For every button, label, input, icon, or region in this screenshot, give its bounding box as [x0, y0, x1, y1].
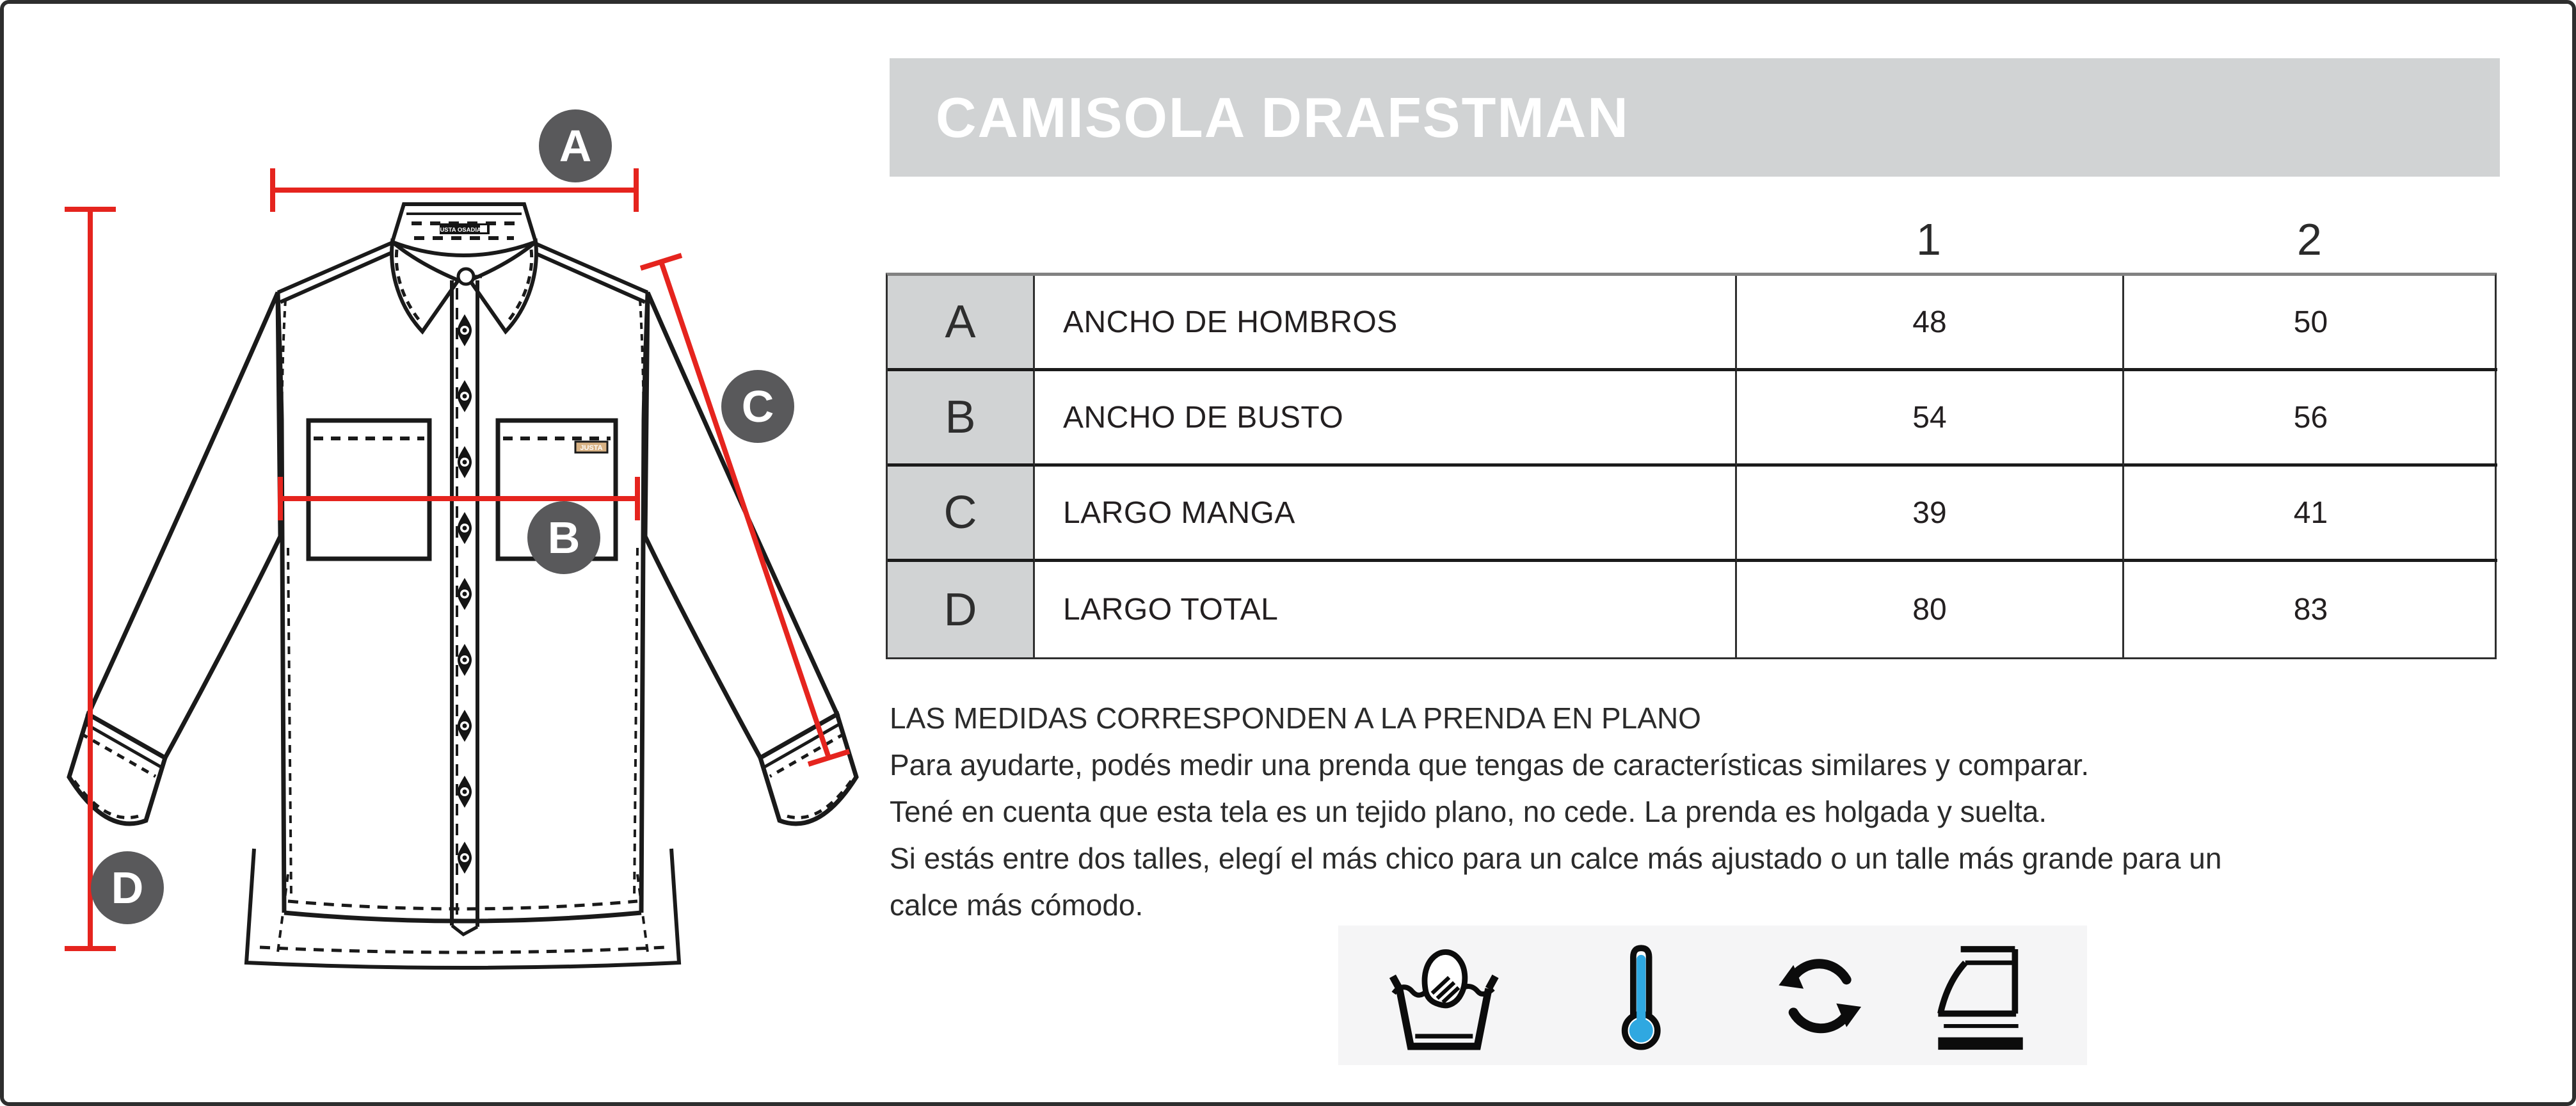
badge-b-letter: B	[547, 513, 580, 563]
row-a-letter: A	[888, 276, 1035, 371]
iron-icon	[1930, 930, 2049, 1060]
row-a-label: ANCHO DE HOMBROS	[1035, 276, 1737, 371]
product-title-banner	[890, 58, 2500, 177]
row-b-size2: 56	[2124, 371, 2497, 467]
row-b-size1: 54	[1737, 371, 2124, 467]
badge-a-letter: A	[559, 121, 592, 171]
collar-button-icon	[458, 269, 474, 284]
measure-line-d	[65, 209, 116, 949]
row-b-letter: B	[888, 371, 1035, 467]
notes-line-1: LAS MEDIDAS CORRESPONDEN A LA PRENDA EN PLANO	[890, 701, 1701, 735]
cold-water-temperature-icon	[1585, 930, 1698, 1060]
row-c-letter: C	[888, 467, 1035, 562]
row-a-size1: 48	[1737, 276, 2124, 371]
row-d-size2: 83	[2293, 593, 2328, 627]
size-table	[886, 273, 2497, 659]
row-c-size1: 39	[1737, 467, 2124, 562]
row-d-letter: D	[888, 562, 1035, 657]
notes-line-5: calce más cómodo.	[890, 888, 1144, 922]
badge-d-letter: D	[111, 863, 144, 913]
care-icons-strip	[1338, 926, 2087, 1065]
row-c-size2: 41	[2124, 467, 2497, 562]
row-d-size1: 80	[1737, 562, 2124, 657]
notes-line-3: Tené en cuenta que esta tela es un tejido plano, no cede. La prenda es holgada y suelta.	[890, 795, 2047, 828]
notes-line-4: Si estás entre dos talles, elegí el más chico para un calce más ajustado o un talle más grande para un	[890, 842, 2222, 875]
row-a-size2: 50	[2124, 276, 2497, 371]
row-c-label: LARGO MANGA	[1035, 467, 1737, 562]
row-b-label: ANCHO DE BUSTO	[1035, 371, 1737, 467]
pocket-label-text: JUSTA	[580, 444, 603, 452]
shirt-technical-drawing	[29, 74, 887, 990]
size-column-header-1: 1	[1916, 214, 1941, 264]
row-d-label: LARGO TOTAL	[1035, 562, 1737, 657]
notes-line-2: Para ayudarte, podés medir una prenda que tengas de características similares y comparar.	[890, 748, 2090, 781]
size-column-header-2: 2	[2297, 214, 2322, 264]
tumble-dry-icon	[1761, 930, 1879, 1060]
page-title: CAMISOLA DRAFSTMAN	[936, 85, 1629, 149]
hand-wash-icon	[1378, 930, 1508, 1060]
badge-c-letter: C	[741, 381, 774, 431]
measurement-notes	[890, 695, 2477, 929]
neck-label-text: JUSTA OSADIA	[436, 227, 481, 234]
